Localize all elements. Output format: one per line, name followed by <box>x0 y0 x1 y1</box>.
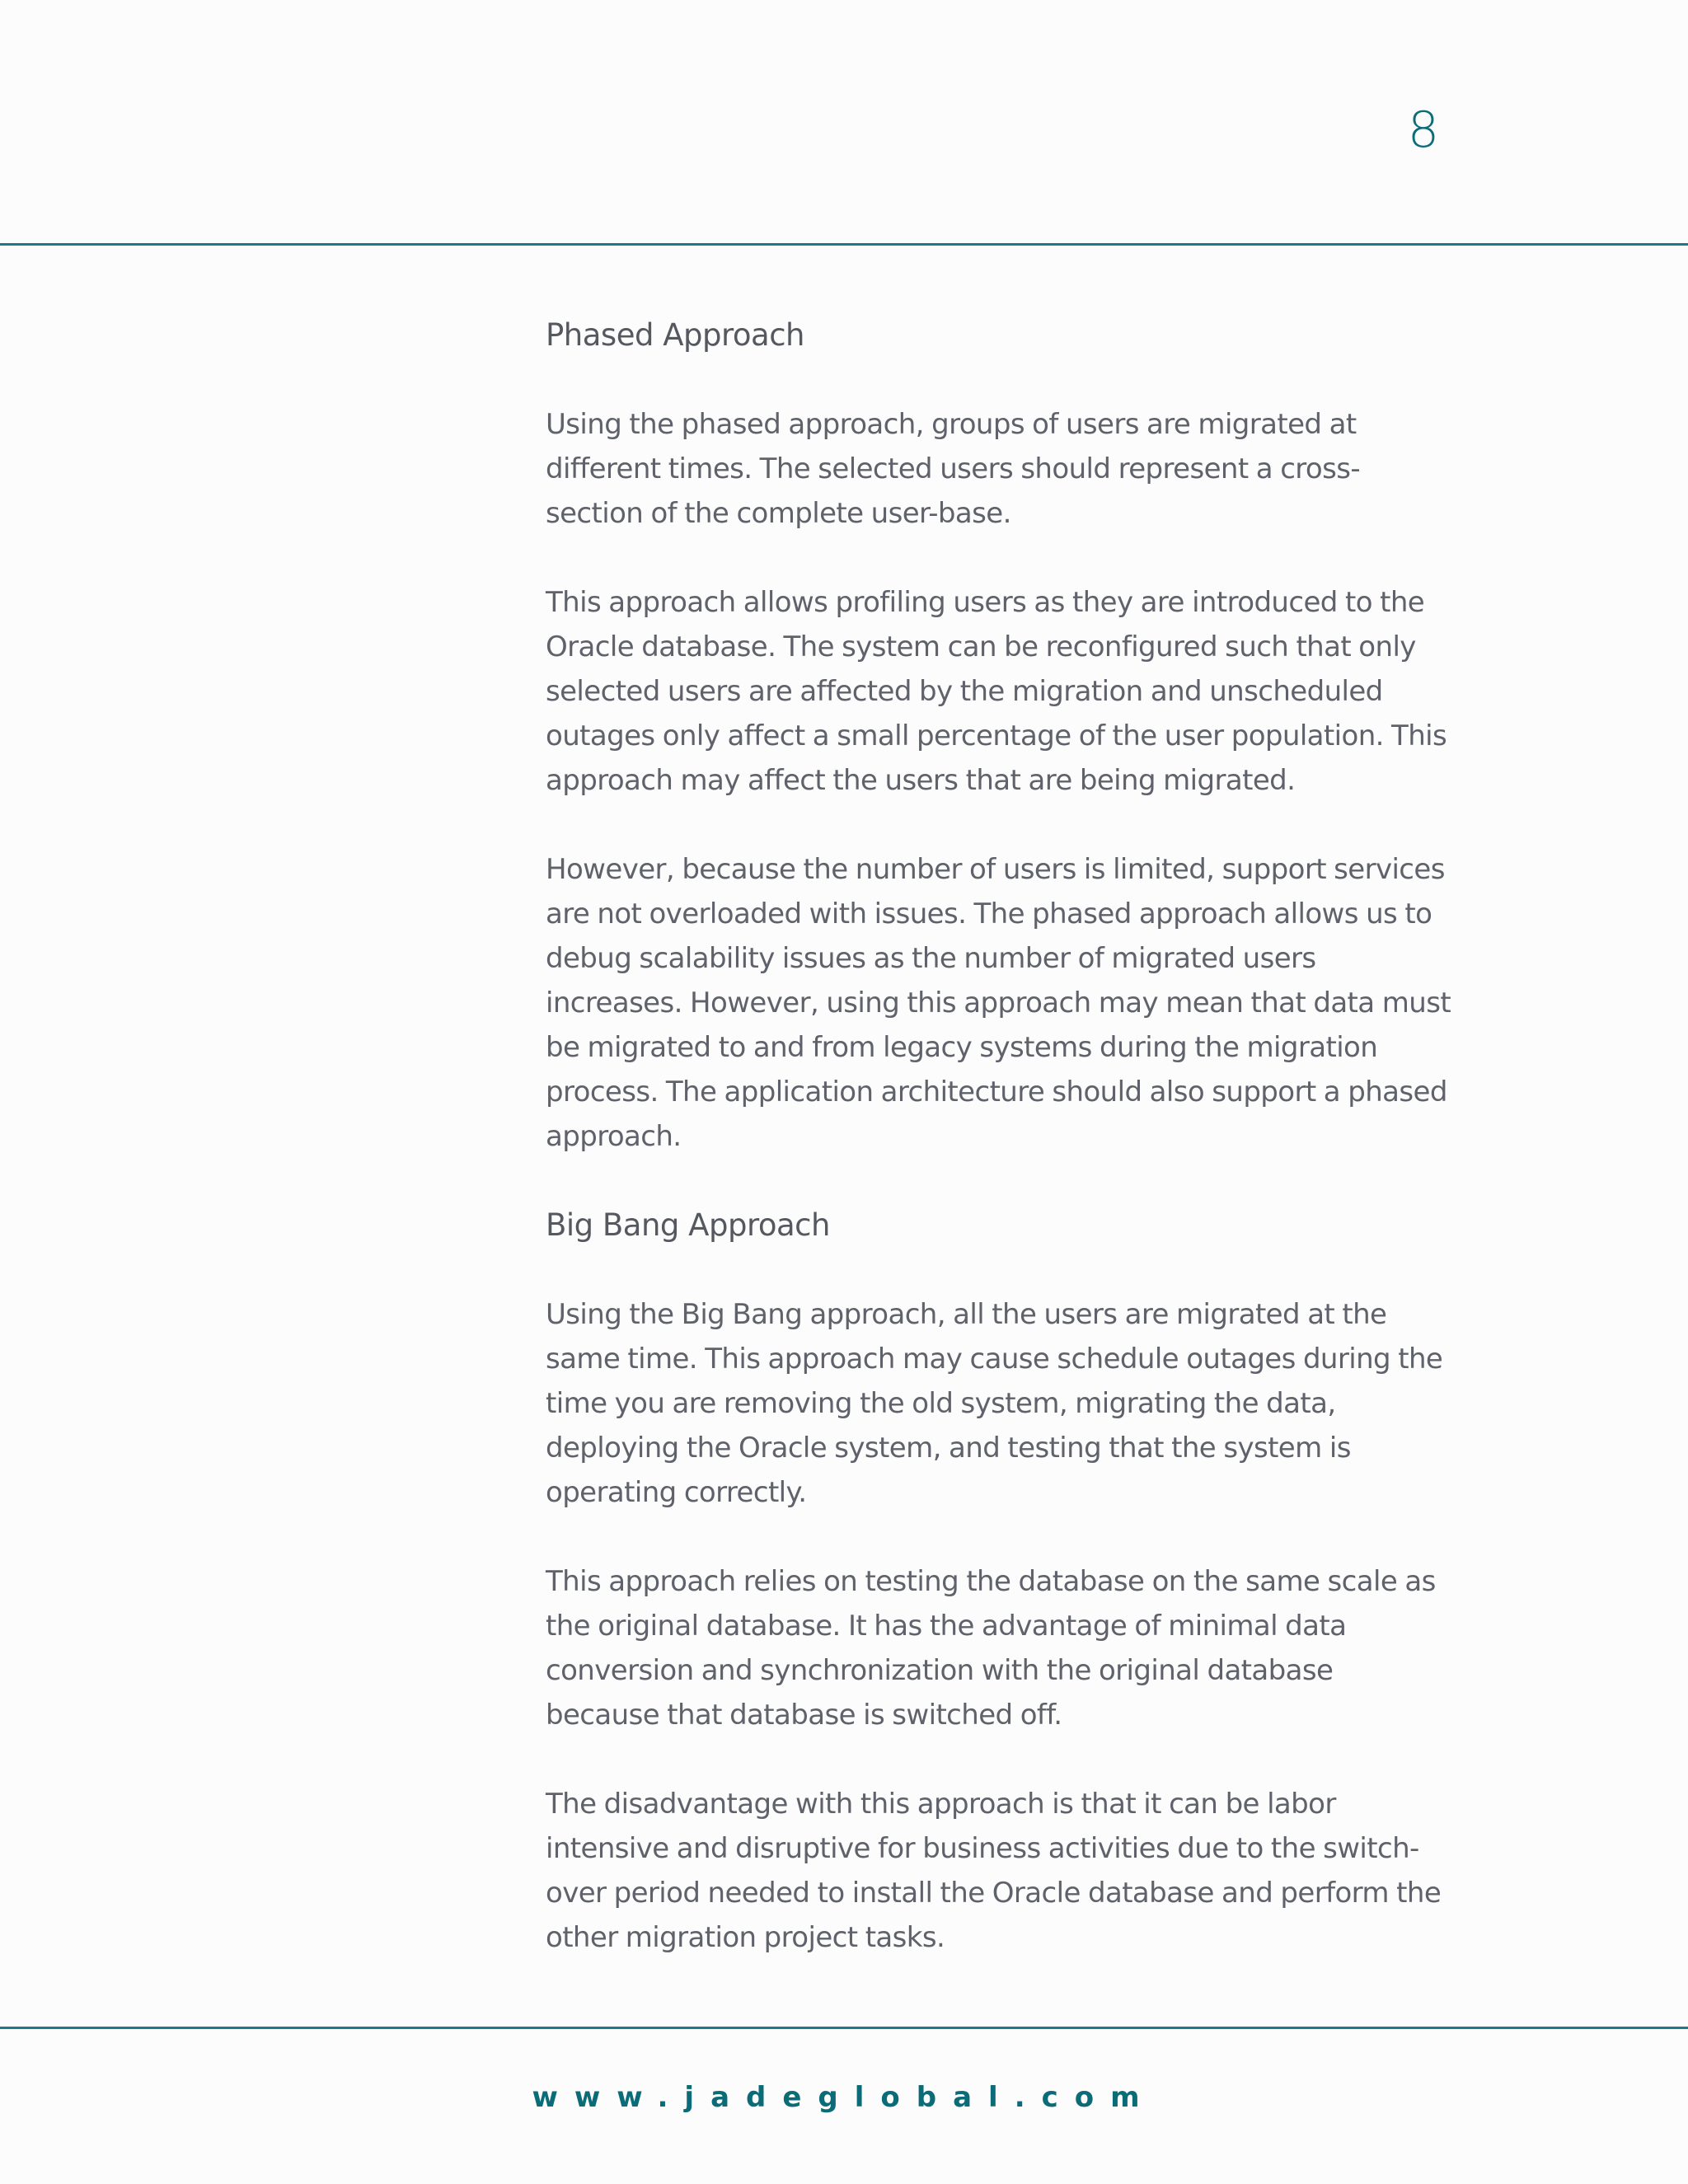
paragraph: The disadvantage with this approach is that it can be labor intensive and disruptive for business activities due to the switch-over period needed to install the Oracle database and perform the other migration project tasks. <box>546 1788 1442 1954</box>
paragraph: However, because the number of users is limited, support services are not overloaded with issues. The phased approach allows us to debug scalability issues as the number of migrated users increases. However, using this approach may mean that data must be migrated to and from legacy systems during the migration process. The application architecture should also support a phased approach. <box>546 853 1451 1153</box>
section-heading-big-bang: Big Bang Approach <box>546 1207 830 1243</box>
paragraph: Using the Big Bang approach, all the users are migrated at the same time. This approach may cause schedule outages during the time you are removing the old system, migrating the data, deploying the Oracle system, and testing that the system is operating correctly. <box>546 1298 1443 1509</box>
paragraph: This approach allows profiling users as they are introduced to the Oracle database. The system can be reconfigured such that only selected users are affected by the migration and unscheduled outages only affect a small percentage of the user population. This approach may affect the users that are being migrated. <box>546 586 1447 797</box>
paragraph: Using the phased approach, groups of users are migrated at different times. The selected users should represent a cross-section of the complete user-base. <box>546 408 1361 530</box>
header-divider <box>0 243 1688 246</box>
section-heading-phased: Phased Approach <box>546 317 805 353</box>
paragraph: This approach relies on testing the database on the same scale as the original database. It has the advantage of minimal data conversion and synchronization with the original database because that database is switched off. <box>546 1565 1436 1732</box>
footer-website-link[interactable]: www.jadeglobal.com <box>532 2081 1156 2114</box>
page-number: 8 <box>1407 101 1439 159</box>
main-content <box>546 313 1452 1960</box>
footer-divider <box>0 2027 1688 2029</box>
